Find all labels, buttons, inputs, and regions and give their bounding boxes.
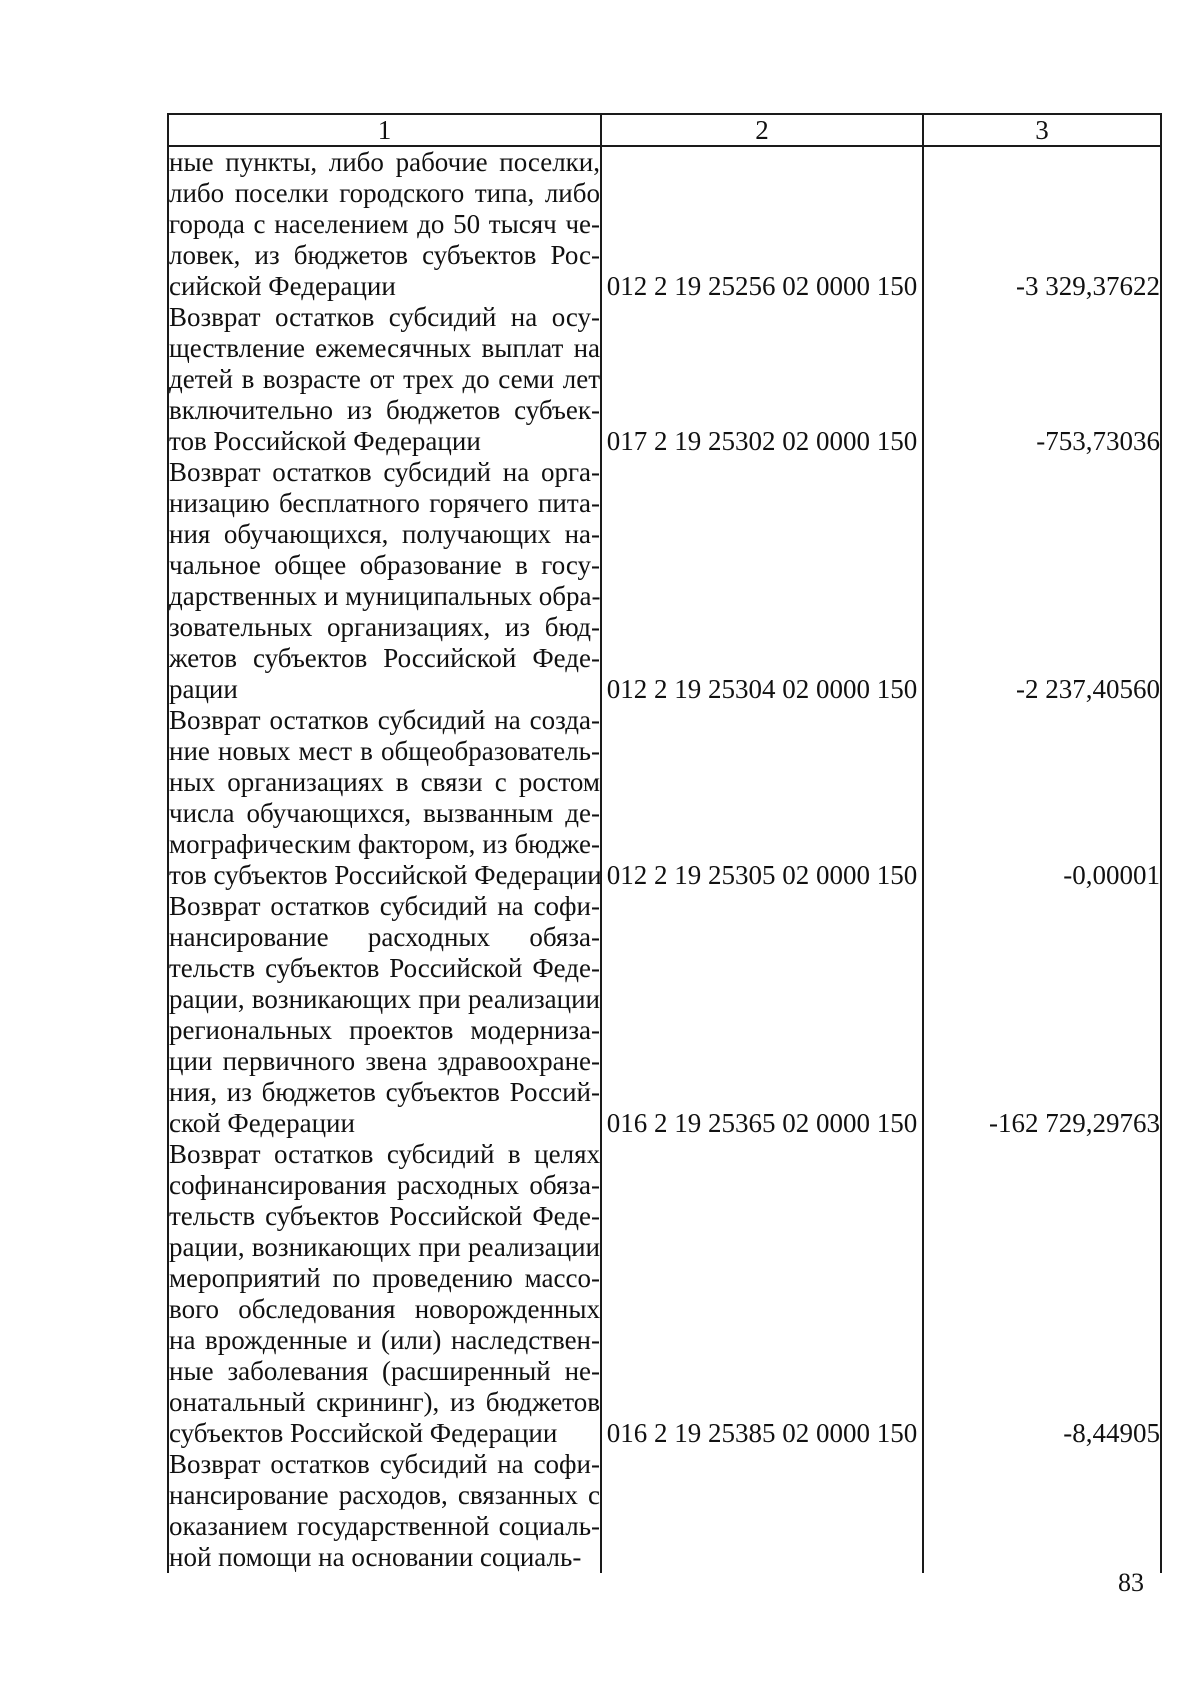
description-line: ные заболевания (расширенный не- bbox=[169, 1356, 600, 1386]
description-line: тельств субъектов Российской Феде- bbox=[169, 953, 600, 983]
description-line: жетов субъектов Российской Феде- bbox=[169, 643, 600, 673]
description-line: Возврат остатков субсидий на софи- bbox=[169, 1449, 600, 1479]
description-line: оказанием государственной социаль- bbox=[169, 1511, 600, 1541]
description-line: на врожденные и (или) наследствен- bbox=[169, 1325, 600, 1355]
description-line: ния, из бюджетов субъектов Россий- bbox=[169, 1077, 600, 1107]
row-amount bbox=[923, 1449, 1161, 1573]
description-line: Возврат остатков субсидий в целях bbox=[169, 1139, 600, 1169]
description-line: мероприятий по проведению массо- bbox=[169, 1263, 600, 1293]
description-line: дарственных и муниципальных обра- bbox=[169, 581, 601, 611]
description-line: вого обследования новорожденных bbox=[169, 1294, 600, 1324]
description-line: либо поселки городского типа, либо bbox=[169, 178, 600, 208]
description-line: софинансирования расходных обяза- bbox=[169, 1170, 600, 1200]
row-amount: -8,44905 bbox=[923, 1139, 1161, 1449]
row-amount: -753,73036 bbox=[923, 302, 1161, 457]
row-description bbox=[168, 891, 601, 1139]
table-body bbox=[168, 146, 1161, 1573]
row-description bbox=[168, 1139, 601, 1449]
description-line: числа обучающихся, вызванным де- bbox=[169, 798, 600, 828]
description-line: детей в возрасте от трех до семи лет bbox=[169, 364, 600, 394]
table-row bbox=[168, 1449, 1161, 1573]
description-line: тельств субъектов Российской Феде- bbox=[169, 1201, 600, 1231]
description-line: Возврат остатков субсидий на созда- bbox=[169, 705, 600, 735]
description-line: ных организациях в связи с ростом bbox=[169, 767, 600, 797]
description-line: ные пункты, либо рабочие поселки, bbox=[169, 147, 600, 177]
row-amount: -162 729,29763 bbox=[923, 891, 1161, 1139]
description-line: включительно из бюджетов субъек- bbox=[169, 395, 600, 425]
row-description bbox=[168, 302, 601, 457]
column-header-2: 2 bbox=[601, 114, 923, 146]
table-row bbox=[168, 705, 1161, 891]
table-header-row bbox=[168, 114, 1161, 146]
description-line: ции первичного звена здравоохране- bbox=[169, 1046, 600, 1076]
column-header-3: 3 bbox=[923, 114, 1161, 146]
description-line: Возврат остатков субсидий на софи- bbox=[169, 891, 600, 921]
description-line: мографическим фактором, из бюдже- bbox=[169, 829, 600, 859]
description-line: Возврат остатков субсидий на осу- bbox=[169, 302, 600, 332]
description-line: низацию бесплатного горячего пита- bbox=[169, 488, 600, 518]
description-line: зовательных организациях, из бюд- bbox=[169, 612, 600, 642]
row-budget-code bbox=[601, 1449, 923, 1573]
description-line: нансирование расходных обяза- bbox=[169, 922, 600, 952]
description-line: Возврат остатков субсидий на орга- bbox=[169, 457, 600, 487]
description-line: ществление ежемесячных выплат на bbox=[169, 333, 600, 363]
table-row bbox=[168, 302, 1161, 457]
description-line: сийской Федерации bbox=[169, 271, 396, 301]
row-amount: -0,00001 bbox=[923, 705, 1161, 891]
row-description bbox=[168, 1449, 601, 1573]
description-line: рации, возникающих при реализации bbox=[169, 984, 600, 1014]
column-header-1: 1 bbox=[168, 114, 601, 146]
row-budget-code: 016 2 19 25365 02 0000 150 bbox=[601, 891, 923, 1139]
description-line: ние новых мест в общеобразователь- bbox=[169, 736, 600, 766]
row-budget-code: 012 2 19 25305 02 0000 150 bbox=[601, 705, 923, 891]
description-line: ния обучающихся, получающих на- bbox=[169, 519, 600, 549]
row-description bbox=[168, 146, 601, 302]
description-line: субъектов Российской Федерации bbox=[169, 1418, 558, 1448]
description-line: рации, возникающих при реализации bbox=[169, 1232, 600, 1262]
row-budget-code: 012 2 19 25256 02 0000 150 bbox=[601, 146, 923, 302]
description-line: тов субъектов Российской Федерации bbox=[169, 860, 602, 890]
description-line: чальное общее образование в госу- bbox=[169, 550, 600, 580]
description-line: тов Российской Федерации bbox=[169, 426, 481, 456]
row-amount: -2 237,40560 bbox=[923, 457, 1161, 705]
description-line: онатальный скрининг), из бюджетов bbox=[169, 1387, 600, 1417]
budget-table bbox=[167, 113, 1162, 1573]
description-line: ской Федерации bbox=[169, 1108, 355, 1138]
table-row bbox=[168, 1139, 1161, 1449]
description-line: ловек, из бюджетов субъектов Рос- bbox=[169, 240, 600, 270]
row-budget-code: 017 2 19 25302 02 0000 150 bbox=[601, 302, 923, 457]
table-row bbox=[168, 457, 1161, 705]
row-description bbox=[168, 705, 601, 891]
page-number: 83 bbox=[1118, 1568, 1144, 1597]
description-line: города с населением до 50 тысяч че- bbox=[169, 209, 600, 239]
table-row bbox=[168, 891, 1161, 1139]
description-line: рации bbox=[169, 674, 238, 704]
row-description bbox=[168, 457, 601, 705]
row-budget-code: 016 2 19 25385 02 0000 150 bbox=[601, 1139, 923, 1449]
description-line: нансирование расходов, связанных с bbox=[169, 1480, 600, 1510]
row-amount: -3 329,37622 bbox=[923, 146, 1161, 302]
row-budget-code: 012 2 19 25304 02 0000 150 bbox=[601, 457, 923, 705]
description-line: ной помощи на основании социаль- bbox=[169, 1542, 582, 1572]
description-line: региональных проектов модерниза- bbox=[169, 1015, 600, 1045]
table-row bbox=[168, 146, 1161, 302]
